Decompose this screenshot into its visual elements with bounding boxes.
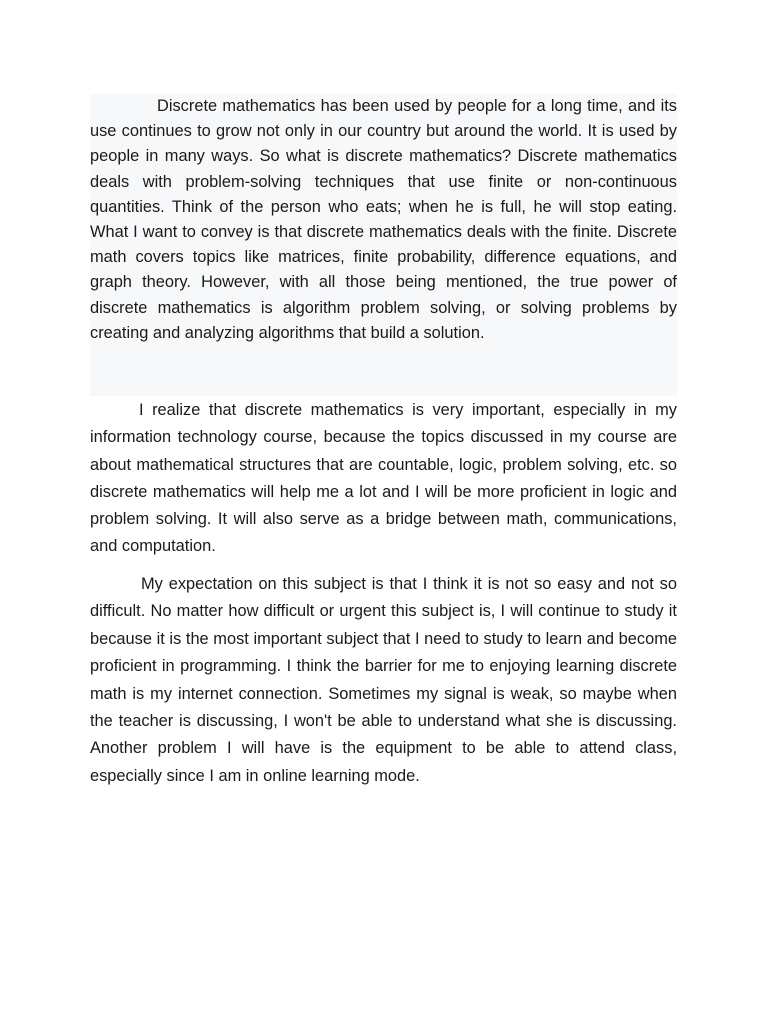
paragraph-discrete-math-intro: Discrete mathematics has been used by people for a long time, and its use continues to grow not only in our country but around the world. It is used by people in many ways. So what is discrete mathematics? Discrete mathematics deals with problem-solving techniques that use finite or non-continuous quantities. Think of the person who eats; when he is full, he will stop eating. What I want to convey is that discrete mathematics deals with the finite. Discrete math covers topics like matrices, finite probability, difference equations, and graph theory. However, with all those being mentioned, the true power of discrete mathematics is algorithm problem solving, or solving problems by creating and analyzing algorithms that build a solution. [90,94,677,396]
paragraph-importance: I realize that discrete mathematics is very important, especially in my information technology course, because the topics discussed in my course are about mathematical structures that are countable, logic, problem solving, etc. so discrete mathematics will help me a lot and I will be more proficient in logic and problem solving. It will also serve as a bridge between math, communications, and computation. [90,401,677,556]
paragraph-expectation: My expectation on this subject is that I think it is not so easy and not so difficult. No matter how difficult or urgent this subject is, I will continue to study it because it is the most important subject that I need to study to learn and become proficient in programming. I think the barrier for me to enjoying learning discrete math is my internet connection. Sometimes my signal is weak, so maybe when the teacher is discussing, I won't be able to understand what she is discussing. Another problem I will have is the equipment to be able to attend class, especially since I am in online learning mode. [90,575,677,785]
